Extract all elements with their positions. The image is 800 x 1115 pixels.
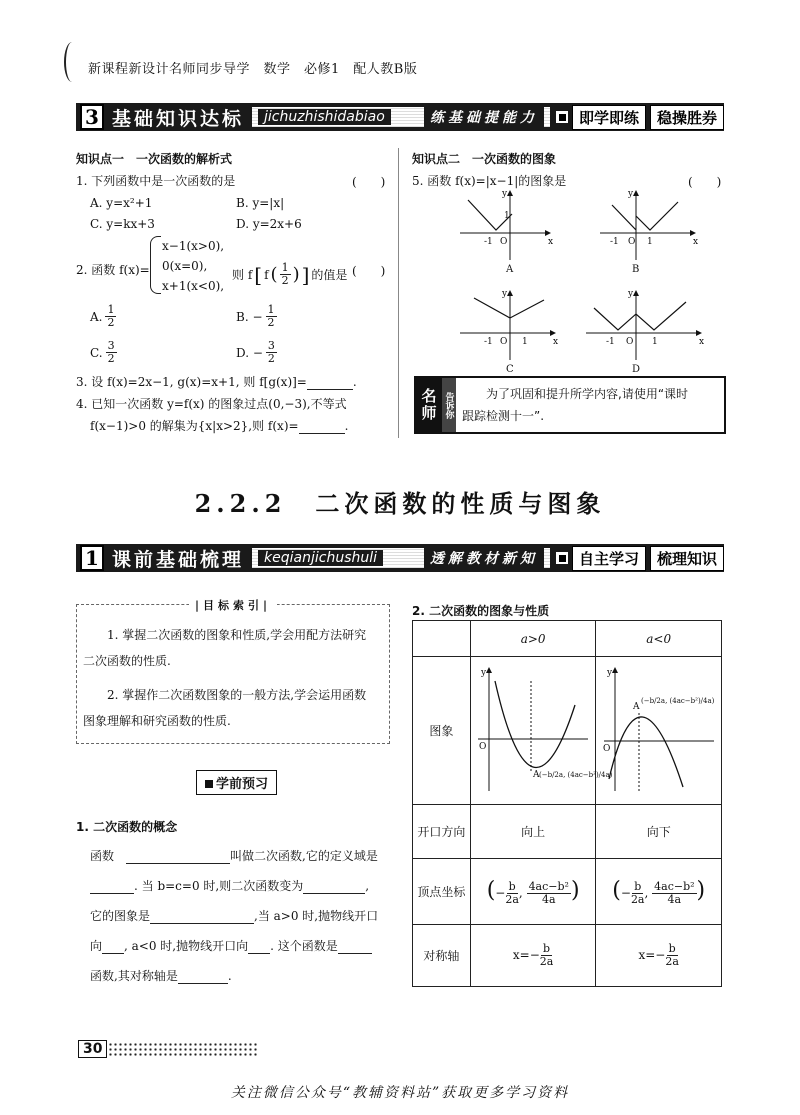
concept-blank-3[interactable]: [303, 881, 365, 894]
banner2-number: 1: [80, 545, 104, 571]
q2-option-c: C. $\frac{3}{2}$: [90, 339, 115, 365]
q2-option-b: B. − $\frac{1}{2}$: [236, 303, 275, 329]
concept-blank-7[interactable]: [338, 941, 372, 954]
svg-text:O: O: [479, 741, 487, 752]
concept-blank-8[interactable]: [178, 971, 228, 984]
header-a-positive: a>0: [470, 621, 596, 657]
banner2-slogan: 透解教材新知: [424, 548, 544, 568]
graph-c-one: 1: [522, 337, 528, 347]
axis-negative: x=− $\frac{b}{2a}$: [596, 925, 722, 987]
knowledge-point-2: 知识点二 一次函数的图象: [412, 152, 557, 166]
q1-option-b: B. y=|x|: [236, 196, 285, 210]
knowledge-point-1: 知识点一 一次函数的解析式: [76, 152, 233, 166]
concept-blank-6[interactable]: [248, 941, 270, 954]
question-2-prefix: 2. 函数 f(x)=: [76, 263, 150, 277]
question-4-line-2: f(x−1)>0 的解集为{x|x>2},则 f(x)= .: [90, 419, 349, 433]
banner-title: 基础知识达标: [112, 107, 245, 130]
abs-function-graphs: [400, 188, 730, 378]
column-divider: [398, 148, 399, 438]
footer-dot-pattern: [108, 1042, 258, 1056]
goal-index-box: [76, 599, 390, 744]
vertex-positive: (− $\frac{b}{2a}$ , $\frac{\text{4ac−b²}}{4a}$ ): [470, 859, 596, 925]
q1-option-a: A. y=x²+1: [90, 196, 153, 210]
graph-downward-parabola: [596, 657, 722, 805]
tip-text-line-2: 跟踪检测十一”.: [462, 409, 545, 423]
table-corner: [413, 621, 471, 657]
question-1-stem: 1. 下列函数中是一次函数的是: [76, 174, 236, 188]
graph-a-y-label: y: [502, 189, 508, 199]
header-a-negative: a<0: [596, 621, 722, 657]
question-3: 3. 设 f(x)=2x−1, g(x)=x+1, 则 f[g(x)]= .: [76, 375, 357, 389]
svg-text:A: A: [533, 769, 540, 780]
tip-text-line-1: 为了巩固和提升所学内容,请使用“课时: [486, 387, 689, 401]
concept-blank-1[interactable]: [126, 851, 230, 864]
graph-d-neg1: -1: [606, 337, 615, 347]
graph-d-origin: O: [626, 337, 634, 347]
banner-pinyin: jichuzhishidabiao: [258, 109, 391, 125]
graph-d-y-label: y: [628, 289, 634, 299]
svg-text:(−b/2a, (4ac−b²)/4a): (−b/2a, (4ac−b²)/4a): [539, 770, 613, 779]
q1-option-d: D. y=2x+6: [236, 217, 302, 231]
preview-square-icon: [205, 780, 213, 788]
banner2-stripe: [252, 548, 550, 568]
svg-text:(−b/2a, (4ac−b²)/4a): (−b/2a, (4ac−b²)/4a): [640, 696, 715, 705]
svg-text:O: O: [602, 743, 611, 754]
graph-a-label: A: [506, 264, 514, 275]
graph-b-one: 1: [647, 237, 653, 247]
q4-answer-blank[interactable]: [299, 421, 345, 434]
graph-c-x-label: x: [553, 337, 559, 347]
opening-down: 向下: [596, 805, 722, 859]
graph-b-neg1: -1: [610, 237, 619, 247]
vertex-negative: (− $\frac{b}{2a}$ , $\frac{\text{4ac−b²}}{4a}$ ): [596, 859, 722, 925]
opening-up: 向上: [470, 805, 596, 859]
q2-option-a: A. $\frac{1}{2}$: [90, 303, 115, 329]
graph-option-b: [600, 189, 698, 275]
banner-square-icon: [556, 111, 568, 123]
section-banner-basic: [76, 103, 724, 131]
axis-positive: x=− $\frac{b}{2a}$: [470, 925, 596, 987]
graph-c-origin: O: [500, 337, 508, 347]
preview-heading: 学前预习: [196, 770, 277, 795]
piecewise-case-1: x−1(x>0),: [162, 239, 225, 253]
concept-line-5: 函数,其对称轴是 .: [90, 969, 232, 983]
goal-2-line-2: 图象理解和研究函数的性质.: [83, 714, 231, 728]
concept-blank-2[interactable]: [90, 881, 134, 894]
graph-option-a: [460, 189, 553, 275]
svg-text:y: y: [481, 667, 487, 678]
section-banner-preview: [76, 544, 724, 572]
graph-c-label: C: [506, 364, 514, 375]
goal-1-line-1: 1. 掌握二次函数的图象和性质,学会用配方法研究: [107, 628, 367, 642]
header-bracket-decoration: [64, 42, 80, 82]
q1-option-c: C. y=kx+3: [90, 217, 155, 231]
banner-slogan: 练基础提能力: [424, 107, 544, 127]
concept-blank-5[interactable]: [102, 941, 124, 954]
q2-half-fraction: $\frac{1}{2}$: [281, 261, 289, 287]
banner2-tag-sort: 梳理知识: [650, 546, 724, 571]
banner2-tag-selfstudy: 自主学习: [572, 546, 646, 571]
teacher-tip-box: [414, 376, 726, 434]
piecewise-case-2: 0(x=0),: [162, 259, 208, 273]
row-label-opening: 开口方向: [413, 805, 471, 859]
tip-badge-main: 名师: [416, 378, 442, 432]
graph-b-origin: O: [628, 237, 636, 247]
banner2-title: 课前基础梳理: [112, 548, 245, 571]
banner2-square-icon: [556, 552, 568, 564]
row-label-vertex: 顶点坐标: [413, 859, 471, 925]
svg-text:y: y: [606, 667, 612, 678]
graph-c-neg1: -1: [484, 337, 493, 347]
question-4-line-1: 4. 已知一次函数 y=f(x) 的图象过点(0,−3),不等式: [76, 397, 347, 411]
row-label-axis: 对称轴: [413, 925, 471, 987]
book-header: 新课程新设计名师同步导学 数学 必修1 配人教B版: [88, 62, 418, 77]
concept-line-4: 向 , a<0 时,抛物线开口向 . 这个函数是: [90, 938, 372, 954]
properties-title: 2. 二次函数的图象与性质: [412, 604, 550, 618]
footer-promo-note: 关注微信公众号“教辅资料站”获取更多学习资料: [230, 1085, 570, 1101]
banner2-pinyin: keqianjichushuli: [258, 550, 383, 566]
banner-tag-practice: 即学即练: [572, 105, 646, 130]
question-2-expression: 则 f [ f ( $\frac{1}{2}$ ) ] 的值是: [232, 261, 348, 287]
piecewise-brace: [150, 236, 161, 294]
properties-table: [412, 620, 722, 987]
piecewise-case-3: x+1(x<0),: [162, 279, 225, 293]
graph-a-x-label: x: [548, 237, 554, 247]
graph-option-d: [586, 289, 704, 375]
graph-a-one: 1: [504, 211, 510, 221]
goal-2-line-1: 2. 掌握作二次函数图象的一般方法,学会运用函数: [107, 688, 367, 702]
section-title: 2.2.2 二次函数的性质与图象: [194, 489, 606, 518]
banner-stripe: [252, 107, 550, 127]
question-5-stem: 5. 函数 f(x)=|x−1|的图象是: [412, 174, 567, 188]
graph-upward-parabola: [470, 657, 613, 805]
concept-line-2: . 当 b=c=0 时,则二次函数变为 ,: [90, 878, 369, 894]
question-2-answer-paren: ( ): [352, 264, 386, 278]
q2-option-d: D. − $\frac{3}{2}$: [236, 339, 275, 365]
graph-b-y-label: y: [628, 189, 634, 199]
concept-blank-4[interactable]: [150, 911, 254, 924]
question-5-answer-paren: ( ): [688, 175, 722, 189]
concept-line-3: 它的图象是 ,当 a>0 时,抛物线开口: [90, 909, 379, 923]
goal-1-line-2: 二次函数的性质.: [83, 654, 171, 668]
graph-d-x-label: x: [699, 337, 705, 347]
banner-number: 3: [80, 104, 104, 130]
concept-line-1: 函数 叫做二次函数,它的定义域是: [90, 849, 378, 863]
question-1-answer-paren: ( ): [352, 175, 386, 189]
tip-badge-side: 告诉你: [442, 378, 456, 432]
graph-b-x-label: x: [693, 237, 699, 247]
banner-tag-secure: 稳操胜券: [650, 105, 724, 130]
graph-option-c: [460, 289, 558, 375]
graph-a-neg1: -1: [484, 237, 493, 247]
q2-tail: 的值是: [311, 267, 348, 282]
q2-then: 则 f: [232, 267, 253, 282]
goal-index-heading: |目标索引|: [189, 599, 277, 612]
graph-a-origin: O: [500, 237, 508, 247]
graph-b-label: B: [632, 264, 640, 275]
concept-title: 1. 二次函数的概念: [76, 820, 178, 834]
graph-c-y-label: y: [502, 289, 508, 299]
q3-answer-blank[interactable]: [307, 377, 353, 390]
graph-d-one: 1: [652, 337, 658, 347]
graph-d-label: D: [632, 364, 641, 375]
page-number: 30: [78, 1040, 107, 1058]
row-label-graph: 图象: [413, 657, 471, 805]
svg-text:A: A: [632, 701, 640, 712]
